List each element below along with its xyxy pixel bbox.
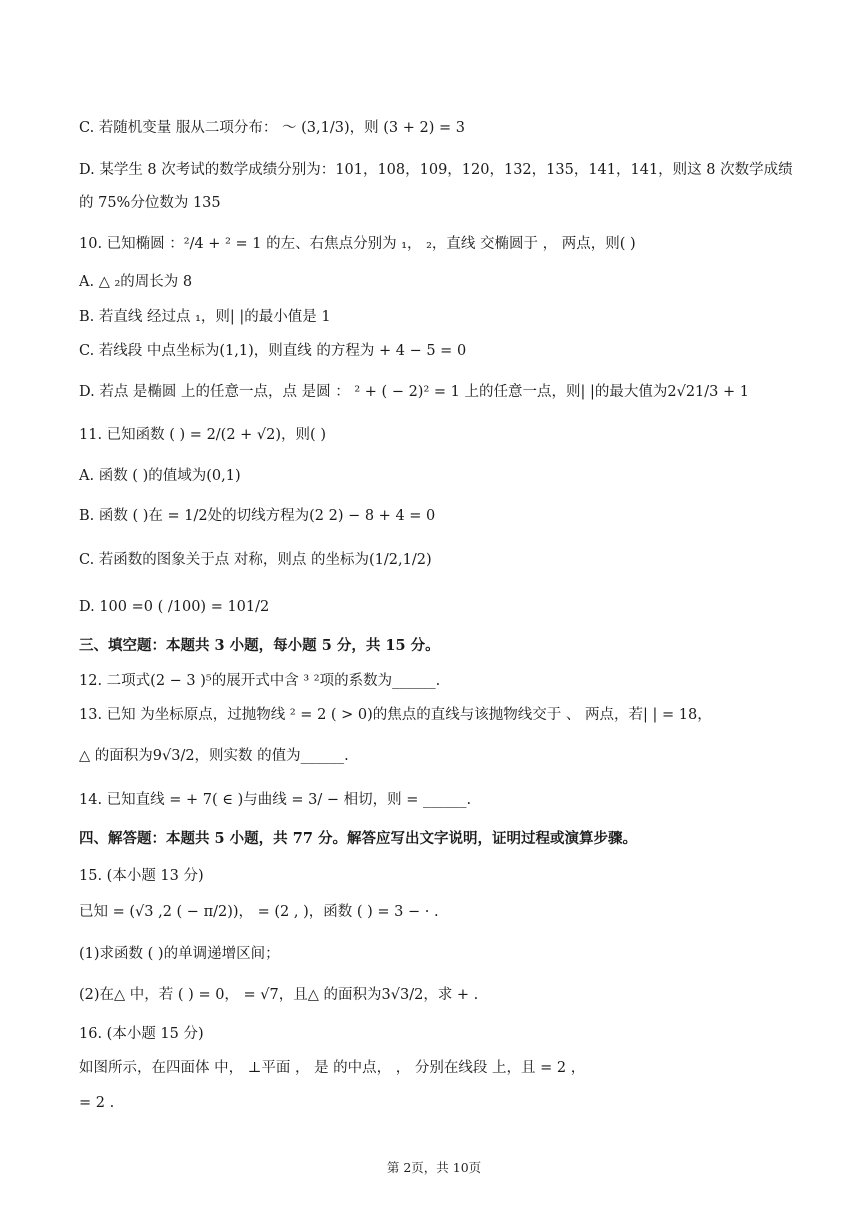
q10-option-d: D. 若点 是椭圆 上的任意一点，点 是圆 ： ² + ( − 2)² = 1 上的任意一点，则| |的最大值为2√21/3 + 1 (79, 384, 749, 400)
q11-option-c: C. 若函数的图象关于点 对称，则点 的坐标为(1/2,1/2) (79, 552, 432, 568)
q11-option-d: D. 100 =0 ( /100) = 101/2 (79, 599, 270, 615)
question-15-part-1: (1)求函数 ( )的单调递增区间； (79, 946, 280, 962)
question-12: 12. 二项式(2 − 3 )⁵的展开式中含 ³ ²项的系数为______. (79, 673, 441, 689)
question-14: 14. 已知直线 = + 7( ∈ )与曲线 = 3/ − 相切，则 = ______. (79, 792, 472, 808)
question-16-statement-continued: = 2 . (79, 1095, 115, 1111)
page-footer: 第 2页，共 10页 (386, 1160, 482, 1175)
question-15-part-2: (2)在△ 中，若 ( ) = 0， = √7，且△ 的面积为3√3/2，求 + . (79, 987, 479, 1003)
q11-option-a: A. 函数 ( )的值域为(0,1) (79, 468, 241, 484)
question-13: 13. 已知 为坐标原点，过抛物线 ² = 2 ( > 0)的焦点的直线与该抛物线交于 、 两点，若| | = 18， (79, 707, 712, 723)
option-d-scores-continued: 的 75%分位数为 135 (79, 195, 221, 211)
q10-option-b: B. 若直线 经过点 ₁，则| |的最小值是 1 (79, 309, 331, 325)
question-11: 11. 已知函数 ( ) = 2/(2 + √2)，则( ) (79, 427, 326, 443)
q10-option-a: A. △ ₂的周长为 8 (79, 274, 193, 290)
option-c-binomial: C. 若随机变量 服从二项分布： ～ (3,1/3)，则 (3 + 2) = 3 (79, 120, 465, 136)
question-10: 10. 已知椭圆 ：²/4 + ² = 1 的左、右焦点分别为 ₁， ₂，直线 交椭圆于 ， 两点，则( ) (79, 236, 636, 252)
q10-option-c: C. 若线段 中点坐标为(1,1)，则直线 的方程为 + 4 − 5 = 0 (79, 343, 467, 359)
q11-option-b: B. 函数 ( )在 = 1/2处的切线方程为(2 2) − 8 + 4 = 0 (79, 508, 436, 524)
section-fill-in-heading: 三、填空题：本题共 3 小题，每小题 5 分，共 15 分。 (79, 637, 440, 654)
question-16-statement: 如图所示，在四面体 中， ⊥平面 ， 是 的中点， ， 分别在线段 上，且 = 2 ， (79, 1060, 586, 1076)
question-16-header: 16. (本小题 15 分) (79, 1026, 204, 1042)
question-15-header: 15. (本小题 13 分) (79, 868, 204, 884)
question-13-continued: △ 的面积为9√3/2，则实数 的值为______. (79, 748, 349, 764)
question-15-statement: 已知 = (√3 ,2 ( − π/2))， = (2 , )，函数 ( ) = 3 − · . (79, 904, 439, 920)
option-d-scores: D. 某学生 8 次考试的数学成绩分别为：101，108，109，120，132，135，141，141，则这 8 次数学成绩 (79, 162, 793, 178)
section-answer-heading: 四、解答题：本题共 5 小题，共 77 分。解答应写出文字说明，证明过程或演算步骤。 (79, 830, 637, 847)
